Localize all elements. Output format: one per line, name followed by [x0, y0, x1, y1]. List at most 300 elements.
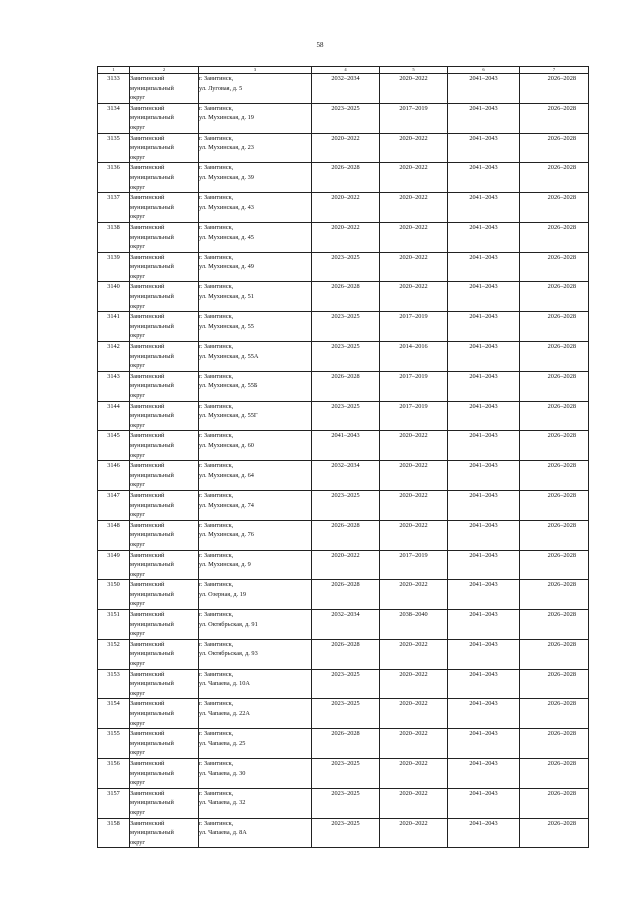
municipality-line: Завитинский — [130, 343, 165, 351]
row-number-cell: 3152 — [98, 639, 130, 669]
period-col7-cell: 2026–2028 — [520, 669, 589, 699]
municipality-line: муниципальный — [130, 501, 174, 509]
address-line: ул. Луговая, д. 5 — [199, 84, 243, 92]
period-col4-cell: 2023–2025 — [312, 788, 380, 818]
municipality-cell — [130, 312, 199, 342]
period-col7-cell: 2026–2028 — [520, 610, 589, 640]
municipality-cell — [130, 371, 199, 401]
municipality-line: муниципальный — [130, 173, 174, 181]
municipality-cell — [130, 639, 199, 669]
period-col7-cell: 2026–2028 — [520, 729, 589, 759]
period-col5-cell: 2020–2022 — [380, 431, 448, 461]
period-col5-cell: 2017–2019 — [380, 103, 448, 133]
address-line: ул. Октябрьская, д. 91 — [199, 620, 258, 628]
address-cell — [199, 431, 312, 461]
address-cell — [199, 818, 312, 848]
municipality-line: Завитинский — [130, 730, 165, 738]
period-col5-cell: 2020–2022 — [380, 788, 448, 818]
period-col4-cell: 2032–2034 — [312, 610, 380, 640]
row-number-cell: 3153 — [98, 669, 130, 699]
row-number-cell: 3137 — [98, 193, 130, 223]
municipality-line: округ — [130, 481, 146, 489]
address-line: г. Завитинск, — [199, 611, 234, 619]
table-row — [98, 74, 589, 104]
row-number-cell: 3133 — [98, 74, 130, 104]
row-number-cell: 3144 — [98, 401, 130, 431]
municipality-line: Завитинский — [130, 223, 165, 231]
address-line: ул. Чапаева, д. 8А — [199, 829, 247, 837]
period-col6-cell: 2041–2043 — [448, 163, 520, 193]
period-col5-cell: 2017–2019 — [380, 371, 448, 401]
period-col5-cell: 2020–2022 — [380, 222, 448, 252]
period-col4-cell: 2032–2034 — [312, 461, 380, 491]
period-col7-cell: 2026–2028 — [520, 193, 589, 223]
period-col5-cell: 2020–2022 — [380, 580, 448, 610]
municipality-line: муниципальный — [130, 352, 174, 360]
address-line: ул. Мухинская, д. 51 — [199, 293, 254, 301]
period-col5-cell: 2020–2022 — [380, 758, 448, 788]
municipality-cell — [130, 74, 199, 104]
municipality-line: Завитинский — [130, 789, 165, 797]
municipality-cell — [130, 699, 199, 729]
address-line: ул. Мухинская, д. 55Г — [199, 412, 258, 420]
period-col7-cell: 2026–2028 — [520, 163, 589, 193]
table-row — [98, 103, 589, 133]
municipality-line: муниципальный — [130, 263, 174, 271]
municipality-line: округ — [130, 213, 146, 221]
address-line: г. Завитинск, — [199, 521, 234, 529]
period-col5-cell: 2020–2022 — [380, 699, 448, 729]
period-col4-cell: 2026–2028 — [312, 520, 380, 550]
municipality-cell — [130, 520, 199, 550]
municipality-line: муниципальный — [130, 471, 174, 479]
table-row — [98, 699, 589, 729]
table-row — [98, 669, 589, 699]
address-cell — [199, 580, 312, 610]
period-col5-cell: 2017–2019 — [380, 312, 448, 342]
municipality-line: Завитинский — [130, 640, 165, 648]
table-row — [98, 282, 589, 312]
period-col5-cell: 2017–2019 — [380, 550, 448, 580]
period-col5-cell: 2014–2016 — [380, 342, 448, 372]
row-number-cell: 3141 — [98, 312, 130, 342]
municipality-line: Завитинский — [130, 462, 165, 470]
period-col5-cell: 2020–2022 — [380, 520, 448, 550]
municipality-cell — [130, 788, 199, 818]
table-row — [98, 610, 589, 640]
period-col5-cell: 2038–2040 — [380, 610, 448, 640]
municipality-line: Завитинский — [130, 581, 165, 589]
municipality-line: округ — [130, 272, 146, 280]
period-col6-cell: 2041–2043 — [448, 788, 520, 818]
address-line: ул. Мухинская, д. 76 — [199, 531, 254, 539]
table-row — [98, 639, 589, 669]
address-cell — [199, 490, 312, 520]
municipality-line: округ — [130, 362, 146, 370]
address-line: ул. Мухинская, д. 9 — [199, 561, 251, 569]
period-col7-cell: 2026–2028 — [520, 788, 589, 818]
address-line: ул. Мухинская, д. 45 — [199, 233, 254, 241]
period-col4-cell: 2026–2028 — [312, 729, 380, 759]
municipality-line: муниципальный — [130, 531, 174, 539]
period-col6-cell: 2041–2043 — [448, 74, 520, 104]
municipality-cell — [130, 490, 199, 520]
address-line: ул. Мухинская, д. 74 — [199, 501, 254, 509]
municipality-cell — [130, 282, 199, 312]
municipality-line: Завитинский — [130, 521, 165, 529]
address-line: г. Завитинск, — [199, 640, 234, 648]
address-cell — [199, 193, 312, 223]
period-col5-cell: 2020–2022 — [380, 461, 448, 491]
address-line: ул. Чапаева, д. 30 — [199, 769, 246, 777]
address-line: ул. Мухинская, д. 39 — [199, 173, 254, 181]
period-col4-cell: 2023–2025 — [312, 669, 380, 699]
address-line: г. Завитинск, — [199, 789, 234, 797]
period-col6-cell: 2041–2043 — [448, 461, 520, 491]
municipality-line: муниципальный — [130, 710, 174, 717]
row-number-cell: 3155 — [98, 729, 130, 759]
table-row — [98, 550, 589, 580]
address-cell — [199, 163, 312, 193]
column-number: 6 — [448, 67, 520, 74]
period-col4-cell: 2023–2025 — [312, 342, 380, 372]
address-line: г. Завитинск, — [199, 134, 234, 142]
row-number-cell: 3154 — [98, 699, 130, 729]
table-row — [98, 788, 589, 818]
municipality-line: округ — [130, 838, 146, 846]
municipality-line: Завитинский — [130, 551, 165, 559]
period-col5-cell: 2020–2022 — [380, 818, 448, 848]
municipality-line: муниципальный — [130, 799, 174, 807]
table-row — [98, 312, 589, 342]
municipality-line: муниципальный — [130, 382, 174, 390]
municipality-line: округ — [130, 392, 146, 399]
address-cell — [199, 758, 312, 788]
address-cell — [199, 312, 312, 342]
address-line: ул. Чапаева, д. 32 — [199, 799, 246, 807]
period-col6-cell: 2041–2043 — [448, 818, 520, 848]
municipality-line: округ — [130, 689, 146, 697]
municipality-cell — [130, 163, 199, 193]
period-col4-cell: 2020–2022 — [312, 193, 380, 223]
table-row — [98, 461, 589, 491]
period-col7-cell: 2026–2028 — [520, 222, 589, 252]
period-col6-cell: 2041–2043 — [448, 103, 520, 133]
table-row — [98, 163, 589, 193]
municipality-line: округ — [130, 779, 146, 787]
period-col5-cell: 2020–2022 — [380, 669, 448, 699]
period-col6-cell: 2041–2043 — [448, 699, 520, 729]
period-col5-cell: 2020–2022 — [380, 729, 448, 759]
municipality-line: муниципальный — [130, 203, 174, 211]
address-line: г. Завитинск, — [199, 194, 234, 202]
address-line: г. Завитинск, — [199, 343, 234, 351]
address-cell — [199, 729, 312, 759]
municipality-line: Завитинский — [130, 75, 165, 82]
period-col7-cell: 2026–2028 — [520, 461, 589, 491]
table-row — [98, 222, 589, 252]
municipality-line: округ — [130, 302, 146, 310]
municipality-line: муниципальный — [130, 441, 174, 449]
period-col6-cell: 2041–2043 — [448, 252, 520, 282]
address-cell — [199, 401, 312, 431]
period-col6-cell: 2041–2043 — [448, 639, 520, 669]
row-number-cell: 3147 — [98, 490, 130, 520]
period-col7-cell: 2026–2028 — [520, 252, 589, 282]
period-col6-cell: 2041–2043 — [448, 342, 520, 372]
address-line: г. Завитинск, — [199, 581, 234, 589]
address-line: г. Завитинск, — [199, 462, 234, 470]
row-number-cell: 3158 — [98, 818, 130, 848]
municipality-line: Завитинский — [130, 759, 165, 767]
column-number: 7 — [520, 67, 589, 74]
row-number-cell: 3156 — [98, 758, 130, 788]
municipality-line: муниципальный — [130, 144, 174, 152]
column-number: 1 — [98, 67, 130, 74]
address-line: ул. Октябрьская, д. 93 — [199, 650, 258, 658]
table-row — [98, 729, 589, 759]
municipality-cell — [130, 580, 199, 610]
municipality-line: муниципальный — [130, 114, 174, 122]
municipality-line: округ — [130, 660, 146, 668]
row-number-cell: 3135 — [98, 133, 130, 163]
municipality-line: округ — [130, 511, 146, 519]
address-line: ул. Чапаева, д. 10А — [199, 680, 250, 688]
municipality-line: округ — [130, 749, 146, 757]
municipality-line: округ — [130, 451, 146, 459]
address-cell — [199, 252, 312, 282]
municipality-line: Завитинский — [130, 253, 165, 261]
table-row — [98, 342, 589, 372]
column-number: 2 — [130, 67, 199, 74]
row-number-cell: 3134 — [98, 103, 130, 133]
column-number: 4 — [312, 67, 380, 74]
municipality-line: муниципальный — [130, 620, 174, 628]
column-number-row — [98, 67, 589, 74]
period-col6-cell: 2041–2043 — [448, 133, 520, 163]
address-line: г. Завитинск, — [199, 551, 234, 559]
period-col6-cell: 2041–2043 — [448, 431, 520, 461]
address-cell — [199, 103, 312, 133]
period-col6-cell: 2041–2043 — [448, 490, 520, 520]
table-body — [98, 74, 589, 848]
municipality-line: муниципальный — [130, 590, 174, 598]
municipality-line: Завитинский — [130, 372, 165, 380]
municipality-line: округ — [130, 719, 146, 727]
period-col5-cell: 2020–2022 — [380, 193, 448, 223]
period-col6-cell: 2041–2043 — [448, 222, 520, 252]
period-col4-cell: 2026–2028 — [312, 163, 380, 193]
address-line: г. Завитинск, — [199, 283, 234, 291]
period-col7-cell: 2026–2028 — [520, 401, 589, 431]
municipality-line: Завитинский — [130, 819, 165, 827]
period-col7-cell: 2026–2028 — [520, 639, 589, 669]
address-cell — [199, 699, 312, 729]
municipality-line: Завитинский — [130, 164, 165, 172]
period-col6-cell: 2041–2043 — [448, 758, 520, 788]
municipality-line: муниципальный — [130, 412, 174, 420]
address-line: ул. Чапаева, д. 22А — [199, 710, 250, 717]
row-number-cell: 3142 — [98, 342, 130, 372]
period-col7-cell: 2026–2028 — [520, 312, 589, 342]
column-number: 3 — [199, 67, 312, 74]
municipality-line: Завитинский — [130, 134, 165, 142]
address-line: г. Завитинск, — [199, 253, 234, 261]
address-cell — [199, 788, 312, 818]
row-number-cell: 3150 — [98, 580, 130, 610]
period-col5-cell: 2020–2022 — [380, 490, 448, 520]
municipality-cell — [130, 610, 199, 640]
municipality-line: округ — [130, 183, 146, 191]
municipality-line: Завитинский — [130, 283, 165, 291]
address-line: г. Завитинск, — [199, 670, 234, 678]
table-row — [98, 371, 589, 401]
municipality-line: округ — [130, 600, 146, 608]
period-col5-cell: 2020–2022 — [380, 133, 448, 163]
address-cell — [199, 282, 312, 312]
table-row — [98, 133, 589, 163]
address-line: ул. Мухинская, д. 55Б — [199, 382, 258, 390]
period-col6-cell: 2041–2043 — [448, 371, 520, 401]
row-number-cell: 3148 — [98, 520, 130, 550]
period-col7-cell: 2026–2028 — [520, 133, 589, 163]
period-col7-cell: 2026–2028 — [520, 103, 589, 133]
period-col6-cell: 2041–2043 — [448, 312, 520, 342]
period-col5-cell: 2020–2022 — [380, 282, 448, 312]
municipality-cell — [130, 729, 199, 759]
address-cell — [199, 461, 312, 491]
period-col4-cell: 2026–2028 — [312, 580, 380, 610]
period-col6-cell: 2041–2043 — [448, 401, 520, 431]
address-line: ул. Мухинская, д. 49 — [199, 263, 254, 271]
row-number-cell: 3145 — [98, 431, 130, 461]
municipality-line: округ — [130, 153, 146, 161]
municipality-cell — [130, 758, 199, 788]
address-cell — [199, 74, 312, 104]
address-line: г. Завитинск, — [199, 759, 234, 767]
row-number-cell: 3138 — [98, 222, 130, 252]
row-number-cell: 3139 — [98, 252, 130, 282]
period-col4-cell: 2020–2022 — [312, 133, 380, 163]
municipality-line: муниципальный — [130, 293, 174, 301]
municipality-line: Завитинский — [130, 104, 165, 112]
period-col4-cell: 2023–2025 — [312, 490, 380, 520]
table-row — [98, 193, 589, 223]
address-line: г. Завитинск, — [199, 313, 234, 321]
period-col6-cell: 2041–2043 — [448, 580, 520, 610]
municipality-cell — [130, 193, 199, 223]
period-col7-cell: 2026–2028 — [520, 74, 589, 104]
period-col5-cell: 2017–2019 — [380, 401, 448, 431]
period-col4-cell: 2026–2028 — [312, 282, 380, 312]
row-number-cell: 3149 — [98, 550, 130, 580]
municipality-line: муниципальный — [130, 322, 174, 330]
municipality-line: Завитинский — [130, 313, 165, 321]
address-line: г. Завитинск, — [199, 372, 234, 380]
municipality-cell — [130, 431, 199, 461]
period-col7-cell: 2026–2028 — [520, 550, 589, 580]
municipality-line: муниципальный — [130, 769, 174, 777]
municipality-line: Завитинский — [130, 670, 165, 678]
period-col7-cell: 2026–2028 — [520, 758, 589, 788]
period-col4-cell: 2023–2025 — [312, 312, 380, 342]
address-line: г. Завитинск, — [199, 432, 234, 440]
table-row — [98, 401, 589, 431]
address-cell — [199, 371, 312, 401]
row-number-cell: 3136 — [98, 163, 130, 193]
period-col5-cell: 2020–2022 — [380, 74, 448, 104]
municipality-cell — [130, 401, 199, 431]
table-row — [98, 818, 589, 848]
address-cell — [199, 222, 312, 252]
municipality-line: округ — [130, 540, 146, 548]
address-line: ул. Мухинская, д. 23 — [199, 144, 254, 152]
page-number: 58 — [316, 41, 324, 49]
address-line: ул. Озерная, д. 19 — [199, 590, 246, 598]
address-cell — [199, 520, 312, 550]
municipality-cell — [130, 550, 199, 580]
period-col7-cell: 2026–2028 — [520, 699, 589, 729]
municipality-line: Завитинский — [130, 194, 165, 202]
table-row — [98, 520, 589, 550]
municipality-line: муниципальный — [130, 84, 174, 92]
address-line: ул. Мухинская, д. 64 — [199, 471, 254, 479]
period-col4-cell: 2020–2022 — [312, 222, 380, 252]
table-row — [98, 431, 589, 461]
period-col7-cell: 2026–2028 — [520, 431, 589, 461]
period-col5-cell: 2020–2022 — [380, 252, 448, 282]
address-line: ул. Мухинская, д. 19 — [199, 114, 254, 122]
table-row — [98, 758, 589, 788]
period-col6-cell: 2041–2043 — [448, 282, 520, 312]
row-number-cell: 3140 — [98, 282, 130, 312]
address-line: ул. Мухинская, д. 60 — [199, 441, 254, 449]
municipality-line: округ — [130, 94, 146, 102]
address-line: г. Завитинск, — [199, 223, 234, 231]
period-col6-cell: 2041–2043 — [448, 610, 520, 640]
period-col7-cell: 2026–2028 — [520, 490, 589, 520]
period-col7-cell: 2026–2028 — [520, 282, 589, 312]
row-number-cell: 3143 — [98, 371, 130, 401]
period-col4-cell: 2023–2025 — [312, 252, 380, 282]
municipality-line: Завитинский — [130, 432, 165, 440]
row-number-cell: 3151 — [98, 610, 130, 640]
period-col6-cell: 2041–2043 — [448, 729, 520, 759]
municipality-line: муниципальный — [130, 561, 174, 569]
municipality-line: округ — [130, 630, 146, 638]
municipality-cell — [130, 103, 199, 133]
address-line: г. Завитинск, — [199, 164, 234, 172]
municipality-line: Завитинский — [130, 611, 165, 619]
municipality-cell — [130, 133, 199, 163]
period-col6-cell: 2041–2043 — [448, 520, 520, 550]
municipality-line: муниципальный — [130, 680, 174, 688]
municipality-line: Завитинский — [130, 491, 165, 499]
table-row — [98, 580, 589, 610]
housing-schedule-table — [97, 66, 589, 848]
period-col4-cell: 2023–2025 — [312, 401, 380, 431]
address-line: г. Завитинск, — [199, 104, 234, 112]
period-col4-cell: 2020–2022 — [312, 550, 380, 580]
municipality-cell — [130, 222, 199, 252]
period-col4-cell: 2032–2034 — [312, 74, 380, 104]
period-col7-cell: 2026–2028 — [520, 520, 589, 550]
period-col7-cell: 2026–2028 — [520, 371, 589, 401]
period-col4-cell: 2026–2028 — [312, 639, 380, 669]
period-col6-cell: 2041–2043 — [448, 193, 520, 223]
period-col5-cell: 2020–2022 — [380, 639, 448, 669]
period-col4-cell: 2026–2028 — [312, 371, 380, 401]
